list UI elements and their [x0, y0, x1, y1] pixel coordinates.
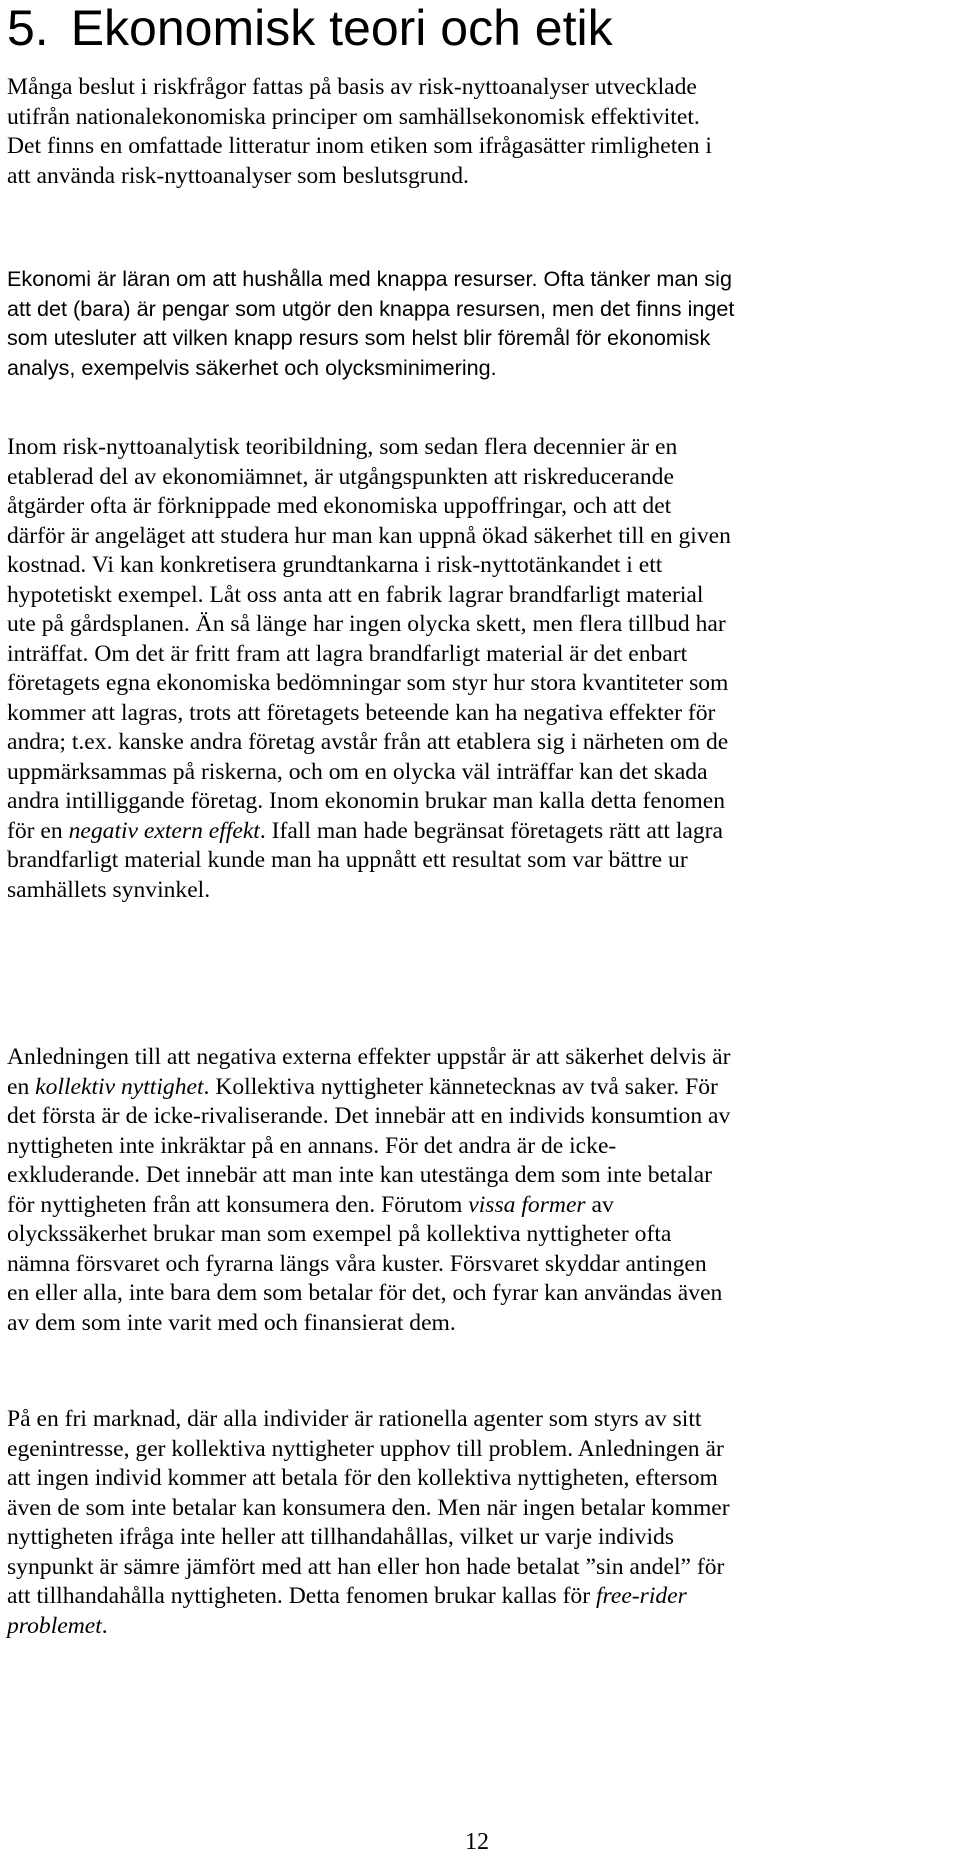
text-line: att använda risk-nyttoanalyser som beslutsgrund.	[7, 162, 469, 189]
italic-term: free-rider	[595, 1583, 687, 1609]
document-page	[7, 0, 927, 1639]
text-line	[7, 1582, 730, 1612]
italic-term: problemet	[7, 1612, 102, 1639]
text-line: Anledningen till att negativa externa effekter uppstår är att säkerhet delvis är	[7, 1044, 731, 1070]
text-line: utifrån nationalekonomiska principer om samhällsekonomisk effektivitet.	[7, 103, 700, 130]
text-span: . Ifall man hade begränsat företagets rätt att lagra	[259, 817, 723, 844]
text-span: för en	[7, 817, 69, 844]
text-line: även de som inte betalar kan konsumera den. Men när ingen betalar kommer	[7, 1494, 730, 1521]
text-line: Inom risk-nyttoanalytisk teoribildning, som sedan flera decennier är en	[7, 434, 678, 460]
text-line	[7, 1191, 730, 1221]
page-number: 12	[465, 1829, 489, 1855]
text-line: det första är de icke-rivaliserande. Det innebär att en individs konsumtion av	[7, 1103, 731, 1129]
paragraph-intro	[7, 73, 712, 191]
text-line: egenintresse, ger kollektiva nyttigheter upphov till problem. Anledningen är	[7, 1435, 724, 1462]
text-span: Ekonomi är läran om att hushålla med knappa resurser.	[7, 266, 538, 291]
paragraph-free-rider	[7, 1405, 730, 1641]
paragraph-economics	[7, 264, 734, 382]
text-span: av	[585, 1191, 614, 1218]
text-line: andra intilliggande företag. Inom ekonomin brukar man kalla detta fenomen	[7, 788, 726, 814]
text-line: att ingen individ kommer att betala för den kollektiva nyttigheten, eftersom	[7, 1465, 718, 1491]
paragraph-collective-goods	[7, 1043, 730, 1338]
text-line: uppmärksammas på riskerna, och om en olycka väl inträffar kan det skada	[7, 758, 708, 785]
text-span: en	[7, 1073, 36, 1100]
text-line: hypotetiskt exempel. Låt oss anta att en fabrik lagrar brandfarligt material	[7, 581, 704, 608]
text-line: Det finns en omfattade litteratur inom etiken som ifrågasätter rimligheten i	[7, 133, 712, 159]
section-title: Ekonomisk teori och etik	[70, 0, 613, 56]
text-line: andra; t.ex. kanske andra företag avstår från att etablera sig i närheten om de	[7, 729, 729, 755]
text-line: nyttigheten ifråga inte heller att tillhandahållas, vilket ur varje individs	[7, 1524, 674, 1550]
text-line: åtgärder ofta är förknippade med ekonomiska uppoffringar, och att det	[7, 493, 672, 519]
text-span: . Kollektiva nyttigheter kännetecknas av två saker. För	[203, 1073, 718, 1100]
text-line: samhällets synvinkel.	[7, 876, 211, 903]
text-line	[7, 1073, 730, 1103]
text-line: etablerad del av ekonomiämnet, är utgångspunkten att riskreducerande	[7, 463, 674, 490]
text-line	[7, 1612, 730, 1642]
text-line: ute på gårdsplanen. Än så länge har ingen olycka skett, men flera tillbud har	[7, 611, 726, 637]
text-span: att tillhandahålla nyttigheten. Detta fenomen brukar kallas för	[7, 1583, 596, 1609]
section-number: 5.	[7, 0, 49, 56]
text-line: inträffat. Om det är fritt fram att lagra brandfarligt material är det enbart	[7, 640, 688, 667]
italic-term: vissa former	[468, 1191, 586, 1218]
paragraph-risk-theory	[7, 433, 731, 905]
text-line: nyttigheten inte inkräktar på en annans. För det andra är de icke-	[7, 1132, 617, 1159]
section-heading	[7, 0, 927, 56]
text-line: nämna försvaret och fyrarna längs våra kuster. Försvaret skyddar antingen	[7, 1250, 707, 1277]
text-line: Många beslut i riskfrågor fattas på basis av risk-nyttoanalyser utvecklade	[7, 74, 697, 100]
text-line: olyckssäkerhet brukar man som exempel på kollektiva nyttigheter ofta	[7, 1221, 672, 1247]
text-line	[7, 817, 731, 847]
text-line: företagets egna ekonomiska bedömningar som styr hur stora kvantiteter som	[7, 670, 729, 696]
text-line: synpunkt är sämre jämfört med att han eller hon hade betalat ”sin andel” för	[7, 1553, 725, 1580]
italic-term: kollektiv nyttighet	[35, 1073, 204, 1100]
text-line: På en fri marknad, där alla individer är rationella agenter som styrs av sitt	[7, 1406, 702, 1432]
text-line: kommer att lagras, trots att företagets beteende kan ha negativa effekter för	[7, 699, 716, 726]
text-line: exkluderande. Det innebär att man inte kan utestänga dem som inte betalar	[7, 1162, 712, 1188]
text-line: som utesluter att vilken knapp resurs som helst blir föremål för ekonomisk	[7, 325, 711, 350]
text-line: en eller alla, inte bara dem som betalar för det, och fyrar kan användas även	[7, 1280, 723, 1306]
text-line: brandfarligt material kunde man ha uppnått ett resultat som var bättre ur	[7, 847, 688, 873]
text-line	[7, 264, 734, 294]
text-line: analys, exempelvis säkerhet och olycksminimering.	[7, 354, 497, 380]
text-line: att det (bara) är pengar som utgör den knappa resursen, men det finns inget	[7, 295, 735, 321]
text-span: för nyttigheten från att konsumera den. Förutom	[7, 1191, 469, 1218]
text-line: kostnad. Vi kan konkretisera grundtankarna i risk-nyttotänkandet i ett	[7, 552, 663, 578]
text-line: av dem som inte varit med och finansierat dem.	[7, 1309, 456, 1336]
text-span: .	[101, 1612, 108, 1639]
text-line: därför är angeläget att studera hur man kan uppnå ökad säkerhet till en given	[7, 522, 731, 549]
text-span: Ofta tänker man sig	[537, 266, 732, 291]
italic-term: negativ extern effekt	[68, 817, 260, 844]
